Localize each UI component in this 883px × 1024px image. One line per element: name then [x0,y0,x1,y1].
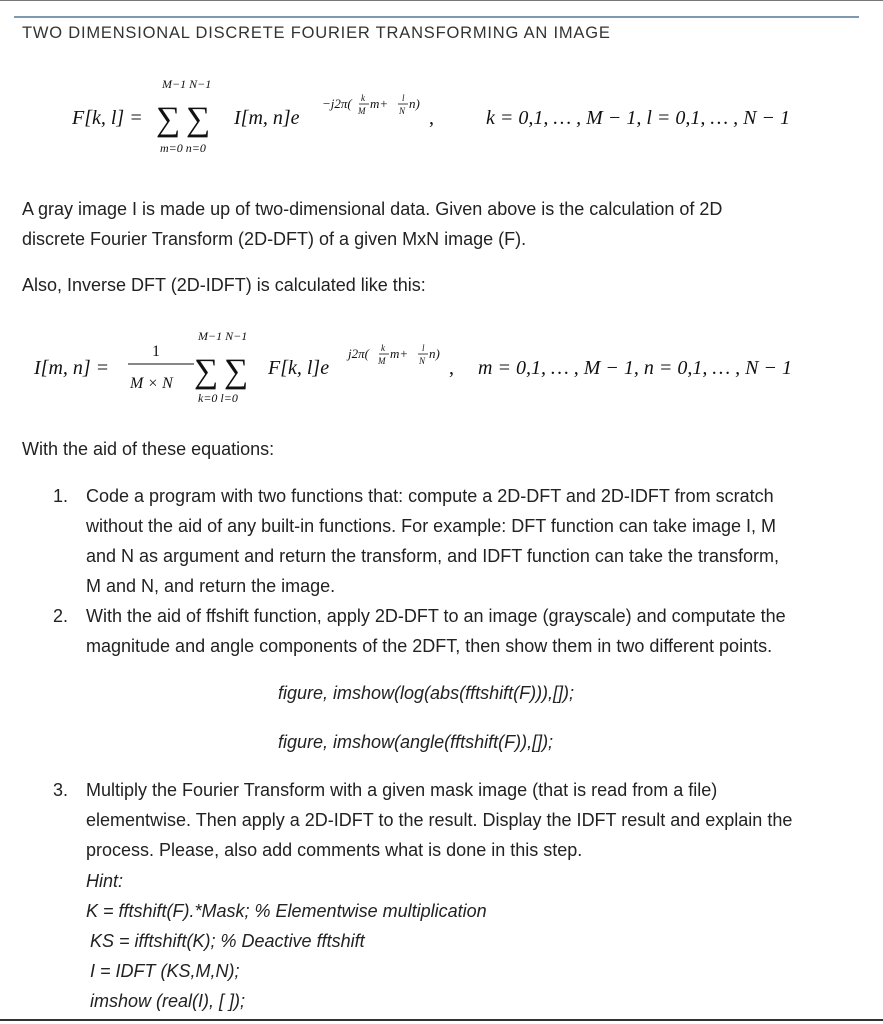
idft-exp-m: m+ [390,346,409,361]
idft-sigma-2: ∑ [224,353,249,390]
dft-exponent: −j2π( [322,96,352,111]
idft-sum-lower: k=0 l=0 [198,391,238,405]
list-item [20,775,865,865]
dft-exp-n: n) [409,96,420,111]
code-angle: figure, imshow(angle(fftshift(F)),[]); [278,732,554,752]
list-item-line: M and N, and return the image. [86,576,336,596]
list-item-line: and N as argument and return the transform, and IDFT function can take the transform, [86,546,780,566]
dft-sum-upper: M−1 N−1 [162,77,212,91]
idft-exp-l: l [422,343,425,353]
dft-sum-lower: m=0 n=0 [160,141,206,155]
idft-exponent: j2π( [348,346,369,361]
idft-body: F[k, l]e [268,357,330,379]
list-item-line: elementwise. Then apply a 2D-IDFT to the result. Display the IDFT result and explain the [86,810,793,830]
idft-sum-upper: M−1 N−1 [198,329,248,343]
hint-line: K = fftshift(F).*Mask; % Elementwise multiplication [86,901,487,921]
task-list-a [20,481,865,661]
idft-equation [0,0,883,420]
hint-line: KS = ifftshift(K); % Deactive fftshift [90,931,365,951]
code-magnitude: figure, imshow(log(abs(fftshift(F))),[]); [278,683,575,703]
task-list-b [20,775,865,865]
list-item-line: With the aid of ffshift function, apply 2D-DFT to an image (grayscale) and computate the [86,606,786,626]
idft-frac-den: M × N [130,375,173,392]
dft-body: I[m, n]e [234,107,300,129]
list-item-line: without the aid of any built-in functions. For example: DFT function can take image I, M [86,516,777,536]
list-item-number: 1. [53,486,69,506]
hint-block [86,866,487,1016]
list-item-number: 2. [53,606,69,626]
idft-exp-n: n) [429,346,440,361]
dft-exp-m: m+ [370,96,389,111]
paragraph-aid: With the aid of these equations: [22,439,275,459]
idft-range: m = 0,1, … , M − 1, n = 0,1, … , N − 1 [478,357,792,379]
dft-sigma-2: ∑ [186,101,211,138]
dft-comma: , [429,107,434,129]
dft-exp-M: M [358,106,366,116]
idft-lhs: I[m, n] = [34,357,110,379]
hint-label: Hint: [86,871,124,891]
idft-sigma-1: ∑ [194,353,219,390]
idft-exp-M: M [378,356,386,366]
list-item-line: Multiply the Fourier Transform with a given mask image (that is read from a file) [86,780,718,800]
dft-exp-k: k [361,93,365,103]
list-item [20,481,865,601]
idft-exp-k: k [381,343,385,353]
dft-lhs: F[k, l] = [72,107,143,129]
paragraph-idft-intro: Also, Inverse DFT (2D-IDFT) is calculated like this: [22,275,426,295]
list-item-number: 3. [53,780,69,800]
list-item [20,601,865,661]
bottom-border [0,1019,883,1021]
dft-exp-l: l [402,93,405,103]
hint-line: I = IDFT (KS,M,N); [90,961,240,981]
idft-exp-N: N [419,356,426,366]
page-title: TWO DIMENSIONAL DISCRETE FOURIER TRANSFORMING AN IMAGE [22,24,611,42]
list-item-line: Code a program with two functions that: compute a 2D-DFT and 2D-IDFT from scratch [86,486,774,506]
hint-line: imshow (real(I), [ ]); [90,991,246,1011]
paragraph-intro-line-1: A gray image I is made up of two-dimensional data. Given above is the calculation of 2D [22,199,723,219]
idft-comma: , [449,357,454,379]
dft-range: k = 0,1, … , M − 1, l = 0,1, … , N − 1 [486,107,790,129]
dft-sigma-1: ∑ [156,101,181,138]
list-item-line: process. Please, also add comments what is done in this step. [86,840,583,860]
idft-frac-num: 1 [152,343,160,360]
dft-exp-N: N [399,106,406,116]
paragraph-intro-line-2: discrete Fourier Transform (2D-DFT) of a given MxN image (F). [22,229,527,249]
list-item-line: magnitude and angle components of the 2DFT, then show them in two different points. [86,636,773,656]
